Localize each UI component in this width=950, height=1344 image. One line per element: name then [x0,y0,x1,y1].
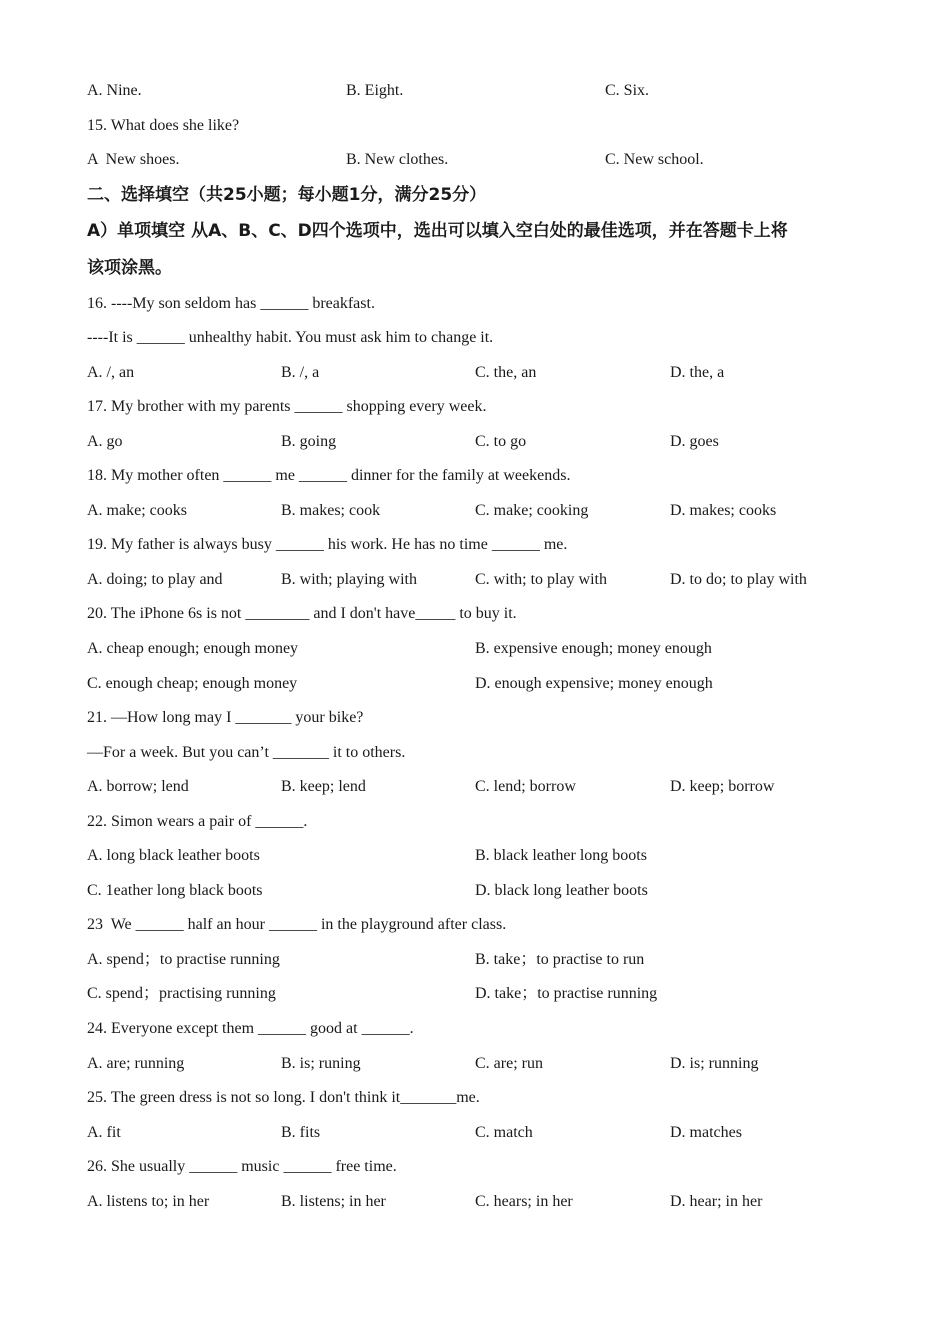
option-d: D. enough expensive; money enough [475,675,713,692]
option-a: A. are; running [87,1055,185,1072]
option-b: B. expensive enough; money enough [475,640,712,657]
option-a: A. make; cooks [87,502,187,519]
option-c: C. New school. [605,151,704,168]
option-b: B. New clothes. [346,151,449,168]
q19-stem: 19. My father is always busy ______ his work. He has no time ______ me. [87,536,568,553]
option-b: B. with; playing with [281,571,417,588]
option-a: A. spend；to practise running [87,951,280,968]
option-a: A. Nine. [87,82,142,99]
q23-options-cd [87,984,867,1004]
option-c: C. Six. [605,82,650,99]
option-a: A. go [87,433,123,450]
q26-options [87,1192,867,1212]
option-b: B. fits [281,1124,321,1141]
option-c: C. make; cooking [475,502,589,519]
option-d: D. keep; borrow [670,778,775,795]
option-a: A. cheap enough; enough money [87,640,299,657]
section-instruction-line2: 该项涂黑。 [87,258,172,278]
q18-stem: 18. My mother often ______ me ______ dinner for the family at weekends. [87,467,571,484]
option-c: C. the, an [475,364,537,381]
q24-options [87,1054,867,1074]
option-b: B. Eight. [346,82,404,99]
option-b: B. makes; cook [281,502,381,519]
option-a: A. /, an [87,364,135,381]
q15-options [87,150,867,170]
q25-stem: 25. The green dress is not so long. I don't think it_______me. [87,1089,480,1106]
q21-stem: 21. —How long may I _______ your bike? [87,709,364,726]
option-d: D. makes; cooks [670,502,777,519]
q15-stem: 15. What does she like? [87,117,240,134]
q18-options [87,501,867,521]
option-b: B. black leather long boots [475,847,647,864]
option-d: D. take；to practise running [475,985,658,1002]
option-a: A. fit [87,1124,121,1141]
q22-options-cd [87,881,867,901]
q20-options-cd [87,674,867,694]
q17-options [87,432,867,452]
option-b: B. take；to practise to run [475,951,645,968]
q22-options-ab [87,846,867,866]
option-a: A. long black leather boots [87,847,260,864]
option-a: A New shoes. [87,151,180,168]
option-b: B. going [281,433,337,450]
option-d: D. to do; to play with [670,571,807,588]
q24-stem: 24. Everyone except them ______ good at ______. [87,1020,414,1037]
q21-stem-2: —For a week. But you can’t _______ it to others. [87,744,406,761]
option-d: D. black long leather boots [475,882,648,899]
option-a: A. doing; to play and [87,571,223,588]
option-b: B. keep; lend [281,778,366,795]
q20-options-ab [87,639,867,659]
option-d: D. matches [670,1124,742,1141]
option-d: D. is; running [670,1055,759,1072]
q20-stem: 20. The iPhone 6s is not ________ and I don't have_____ to buy it. [87,605,517,622]
option-d: D. goes [670,433,719,450]
option-d: D. hear; in her [670,1193,763,1210]
q23-options-ab [87,950,867,970]
q19-options [87,570,867,590]
q16-options [87,363,867,383]
option-c: C. lend; borrow [475,778,576,795]
q14-options [87,81,867,101]
option-c: C. are; run [475,1055,543,1072]
option-a: A. borrow; lend [87,778,189,795]
option-c: C. enough cheap; enough money [87,675,298,692]
option-c: C. spend；practising running [87,985,276,1002]
q26-stem: 26. She usually ______ music ______ free time. [87,1158,397,1175]
q16-stem: 16. ----My son seldom has ______ breakfast. [87,295,375,312]
option-c: C. to go [475,433,527,450]
q17-stem: 17. My brother with my parents ______ shopping every week. [87,398,487,415]
section-instruction-line1: A）单项填空 从A、B、C、D四个选项中，选出可以填入空白处的最佳选项，并在答题卡上将 [87,221,788,241]
option-b: B. is; runing [281,1055,361,1072]
option-a: A. listens to; in her [87,1193,210,1210]
q16-stem-2: ----It is ______ unhealthy habit. You must ask him to change it. [87,329,494,346]
section-title: 二、选择填空（共25小题；每小题1分，满分25分） [87,185,487,205]
q21-options [87,777,867,797]
q22-stem: 22. Simon wears a pair of ______. [87,813,308,830]
option-b: B. /, a [281,364,320,381]
option-c: C. 1eather long black boots [87,882,263,899]
option-b: B. listens; in her [281,1193,386,1210]
option-c: C. with; to play with [475,571,607,588]
option-d: D. the, a [670,364,725,381]
q23-stem: 23 We ______ half an hour ______ in the playground after class. [87,916,507,933]
option-c: C. match [475,1124,533,1141]
q25-options [87,1123,867,1143]
option-c: C. hears; in her [475,1193,573,1210]
